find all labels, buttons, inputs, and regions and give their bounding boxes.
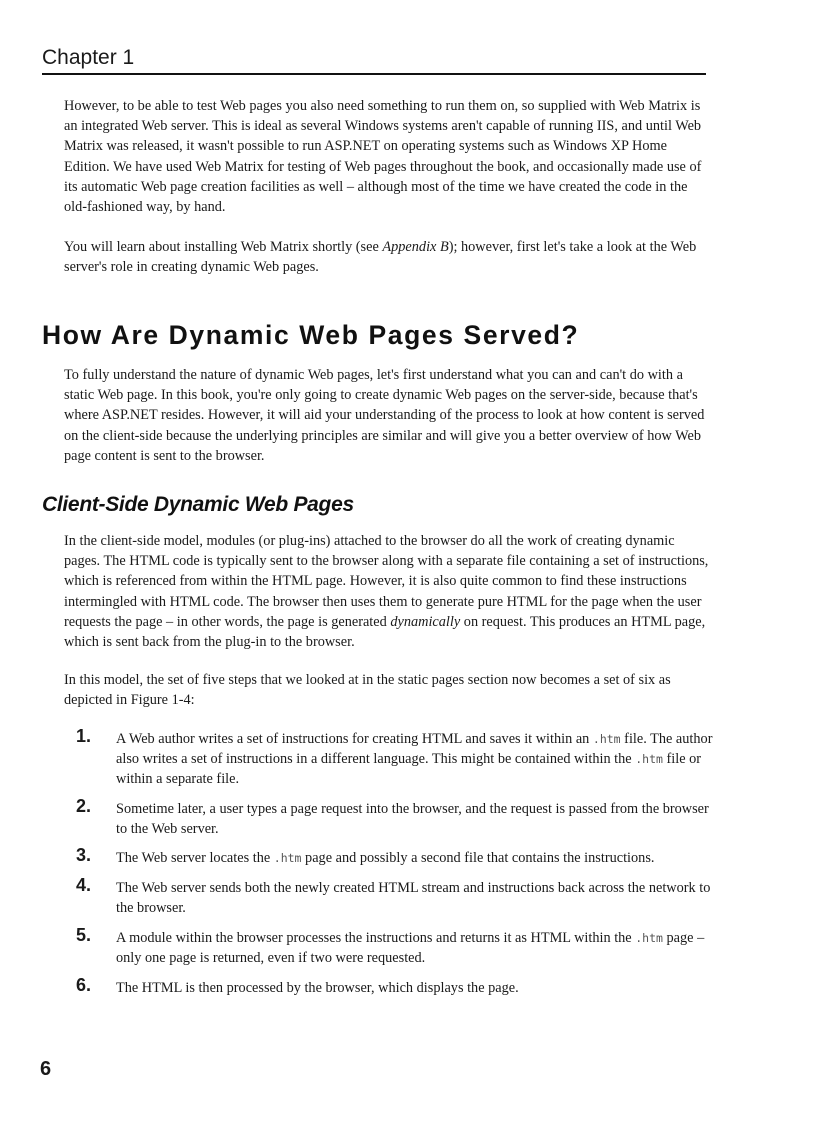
step-text: Sometime later, a user types a page request into the browser, and the request is passed from the browser to the Web server. [116, 801, 709, 838]
step-text: The HTML is then processed by the browser, which displays the page. [116, 980, 519, 996]
step-5-text-a: A module within the browser processes the instructions and returns it as HTML within the [116, 930, 636, 946]
step-number: 1. [76, 726, 92, 746]
step-3-text-a: The Web server locates the [116, 850, 274, 866]
step-number: 5. [76, 925, 92, 945]
step-text [116, 928, 716, 968]
step-number: 3. [76, 845, 92, 865]
step-5-text-b: page – only one page is returned, even if two were requested. [116, 930, 705, 967]
appendix-reference: Appendix B [382, 239, 449, 255]
section-paragraph: To fully understand the nature of dynamic Web pages, let's first understand what you can and can't do with a static Web page. In this book, you're only going to create dynamic Web pages on the server-side, because that's where ASP.NET resides. However, it will aid your understanding of the process to look at how content is served on the client-side because the underlying principles are similar and will give you a better overview of how Web page content is sent to the browser. [64, 367, 705, 464]
step-number: 4. [76, 875, 92, 895]
htm-code: .htm [635, 931, 663, 945]
subsection-paragraph-2: In this model, the set of five steps that we looked at in the static pages section now becomes a set of six as depicted in Figure 1-4: [64, 672, 671, 709]
htm-code: .htm [273, 851, 302, 865]
htm-code: .htm [592, 732, 621, 746]
intro-paragraph-2 [64, 237, 712, 277]
step-text [116, 848, 716, 868]
step-number: 6. [76, 975, 92, 995]
subsection-paragraph-1 [64, 531, 712, 652]
running-head: Chapter 1 [42, 46, 135, 69]
subsection-paragraph-1-text-b: on request. This produces an HTML page, which is sent back from the plug-in to the browser. [64, 613, 706, 651]
step-1-text-a: A Web author writes a set of instructions for creating HTML and saves it within an [116, 731, 593, 747]
page-number: 6 [40, 1058, 52, 1080]
step-number: 2. [76, 796, 92, 816]
running-head-rule [42, 73, 706, 75]
intro-paragraph-2-text-a: You will learn about installing Web Matrix shortly (see [64, 239, 383, 255]
subsection-paragraph-1-text-a: In the client-side model, modules (or plug-ins) attached to the browser do all the work of creating dynamic pages. The HTML code is typically sent to the browser along with a separate file containing a set of instructions, which is referenced from within the HTML page. However, it is also quite common to find these instructions intermingled with HTML code. The browser then uses them to generate pure HTML for the page when the user requests the page – in other words, the page is generated [64, 533, 709, 630]
section-heading: How Are Dynamic Web Pages Served? [42, 320, 580, 350]
intro-paragraph-1: However, to be able to test Web pages you also need something to run them on, so supplied with Web Matrix is an integrated Web server. This is ideal as several Windows systems aren't capable of running IIS, and until Web Matrix was released, it wasn't possible to run ASP.NET on operating systems such as Windows XP Home Edition. We have used Web Matrix for testing of Web pages throughout the book, and occasionally made use of its automatic Web page creation facilities as well – although most of the time we have created the code in the old-fashioned way, by hand. [64, 98, 702, 216]
step-1-text-b: file. The author also writes a set of instructions in a different language. This might be contained within the [116, 731, 713, 768]
step-1-text-c: file or within a separate file. [116, 751, 702, 788]
intro-paragraph-2-text-b: ); however, first let's take a look at the Web server's role in creating dynamic Web pages. [64, 239, 697, 276]
step-text: The Web server sends both the newly created HTML stream and instructions back across the network to the browser. [116, 880, 711, 917]
step-text [116, 729, 716, 790]
step-3-text-b: page and possibly a second file that contains the instructions. [301, 850, 655, 866]
subsection-heading: Client-Side Dynamic Web Pages [42, 493, 354, 516]
htm-code: .htm [635, 752, 663, 767]
dynamically-emphasis: dynamically [390, 613, 461, 630]
